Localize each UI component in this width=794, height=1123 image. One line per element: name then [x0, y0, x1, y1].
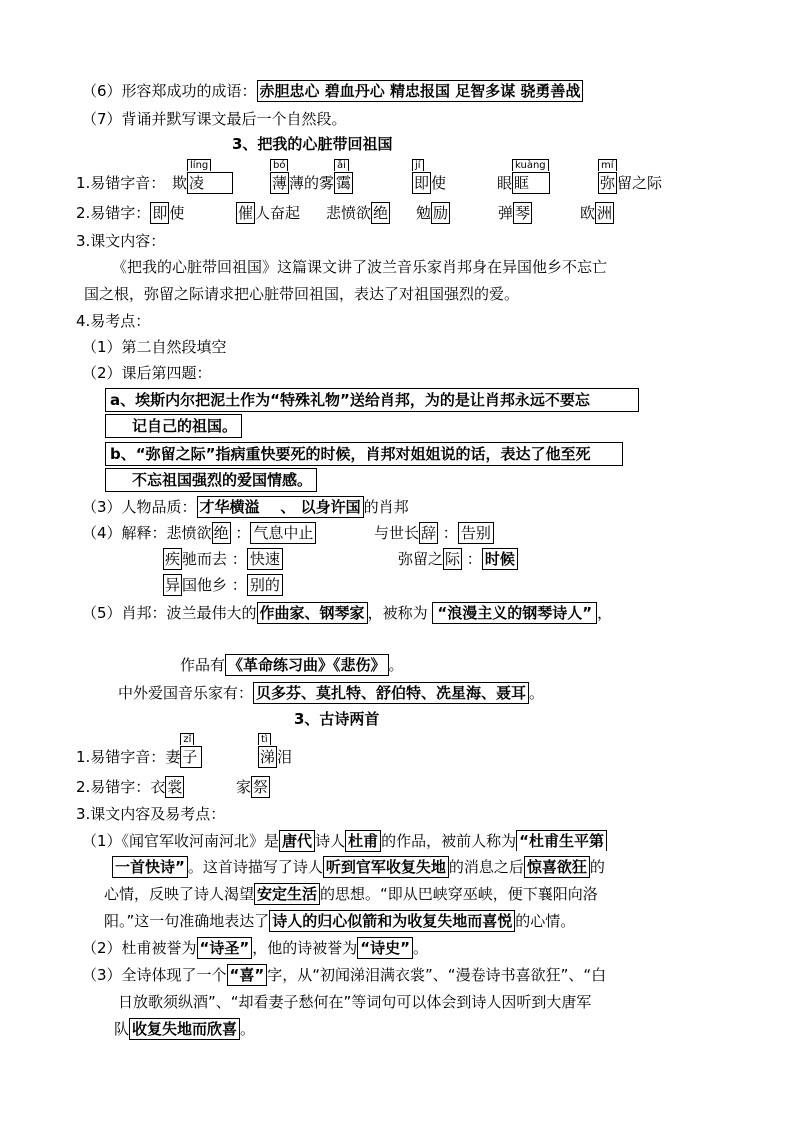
char-box: 眶: [512, 172, 550, 194]
char-label: 2.易错字：: [76, 778, 151, 796]
char-post: 使: [169, 204, 185, 222]
poet-answer: 杜甫: [345, 830, 381, 852]
char-label: 2.易错字：: [76, 204, 151, 222]
kp5-mid: ，被称为: [367, 604, 428, 622]
char-post: 人奋起: [255, 204, 301, 222]
pinyin-box: líng: [187, 159, 211, 171]
kp3-post: 的肖邦: [363, 498, 409, 516]
pron-row-1: [76, 172, 165, 194]
chopin-title-answer: “浪漫主义的钢琴诗人”: [432, 602, 597, 624]
poet-title-answer: “诗圣”: [197, 937, 253, 959]
exp-post: 驰而去: [182, 550, 228, 568]
pinyin-box: kuàng: [512, 159, 549, 171]
pron-pre: 妻: [165, 748, 181, 766]
answer-a-line1: a、埃斯内尔把泥土作为“特殊礼物”送给肖邦，为的是让肖邦永远不要忘: [105, 388, 639, 412]
meaning-box: 告别: [458, 522, 494, 544]
pron-post: 泪: [277, 748, 293, 766]
exp-item: 疾 驰而去 ： 快速: [163, 548, 283, 570]
poem-pron-row: [76, 734, 202, 768]
keypoint-4: （4）解释：悲愤欲 绝 ： 气息中止: [82, 522, 316, 544]
text: 的消息之后: [448, 858, 524, 876]
section-title-poems: 3、古诗两首: [294, 710, 380, 728]
answer-b-line2: 不忘祖国强烈的爱国情感。: [105, 468, 317, 492]
kp5-end: ，: [597, 604, 613, 622]
desire-answer: 安定生活: [254, 883, 320, 905]
exp-item: 异 国他乡 ： 别的: [163, 574, 283, 596]
char-pre: 欧: [580, 204, 596, 222]
char-box: 裳: [167, 778, 183, 796]
works-answer: 《革命练习曲》《悲伤》: [225, 654, 389, 676]
char-box: 疾: [165, 550, 181, 568]
meaning-box: 快速: [247, 548, 283, 570]
char-pre: 家: [236, 778, 252, 796]
text: 。: [413, 939, 429, 957]
poem-content-label: 3.课文内容及易考点：: [76, 805, 226, 823]
text: 字，从“初闻涕泪满衣裳”、“漫卷诗书喜欲狂”、“白: [267, 966, 607, 984]
char-box: 异: [165, 576, 181, 594]
char-item: [236, 202, 300, 224]
pron-post: 薄的雾: [289, 174, 335, 192]
pinyin-box: tì: [258, 733, 271, 745]
pron-item: [598, 160, 663, 194]
exp-item: 弥留之 际 ： 时候: [398, 548, 518, 570]
char-box: 洲: [597, 204, 613, 222]
rejoice-answer: 收复失地而欣喜: [129, 1018, 240, 1040]
text: （3）全诗体现了一个: [82, 966, 227, 984]
item-6-answer: 赤胆忠心 碧血丹心 精忠报国 足智多谋 骁勇善战: [257, 80, 584, 102]
char-item: [326, 202, 390, 224]
text: 。这首诗描写了诗人: [187, 858, 323, 876]
char-pre: 衣: [150, 778, 166, 796]
keypoint-5: [82, 602, 612, 624]
char-box: 薄: [272, 174, 288, 192]
poem-title-answer: “诗史”: [357, 937, 413, 959]
char-box: 弥: [600, 174, 616, 192]
musicians-label: 中外爱国音乐家有：: [118, 684, 254, 702]
poem-point-3-line3: [114, 1018, 255, 1040]
text: 队: [114, 1020, 130, 1038]
dynasty-answer: 唐代: [279, 830, 315, 852]
poem-point-2: [82, 937, 428, 959]
works-end: 。: [388, 656, 404, 674]
char-pre: 弹: [498, 204, 514, 222]
poem-point-3-line1: [82, 964, 606, 986]
praise-answer-part1: “杜甫生平第: [516, 830, 607, 851]
char-item: [236, 776, 270, 798]
char-box: 子: [180, 746, 202, 768]
musicians-end: 。: [529, 684, 545, 702]
text: 的心情。: [515, 912, 576, 930]
musicians-line: [118, 682, 544, 704]
news-answer: 听到官军收复失地: [323, 856, 449, 878]
char-box: 励: [433, 204, 449, 222]
keypoint-2: （2）课后第四题：: [82, 364, 212, 382]
char-box: 辞: [421, 524, 437, 542]
text: 心情，反映了诗人渴望: [104, 885, 255, 903]
meaning-box: 时候: [482, 548, 518, 570]
works-line: [180, 654, 404, 676]
text: 阳。”这一句准确地表达了: [104, 912, 270, 930]
pron-post: 使: [431, 174, 447, 192]
poem-point-1-line4: [104, 910, 575, 932]
text: 的作品，被前人称为: [381, 832, 517, 850]
exp-post: 国他乡: [182, 576, 228, 594]
pron-item: [258, 734, 293, 768]
answer-a-line2: 记自己的祖国。: [105, 414, 242, 438]
answer-b-line1: b、“弥留之际”指病重快要死的时候，肖邦对姐姐说的话，表达了他至死: [105, 442, 623, 466]
content-line: 国之根，弥留之际请求把心脏带回祖国，表达了对祖国强烈的爱。: [84, 285, 520, 303]
pron-post: 留之际: [617, 174, 663, 192]
poem-point-3-line2: 日放歌须纵酒”、“却看妻子愁何在”等词句可以体会到诗人因听到大唐军: [118, 993, 592, 1011]
char-item: [498, 202, 532, 224]
pinyin-box: bó: [270, 159, 288, 171]
char-box: 霭: [336, 174, 352, 192]
pinyin-box: ǎi: [334, 159, 349, 171]
meaning-box: 气息中止: [250, 522, 316, 544]
char-box: 即: [414, 174, 430, 192]
char-box: 琴: [515, 204, 531, 222]
chopin-role-answer: 作曲家、钢琴家: [257, 602, 368, 624]
char-box: 催: [238, 204, 254, 222]
works-label: 作品有: [180, 656, 226, 674]
item-6-label: （6）形容郑成功的成语：: [82, 82, 257, 100]
pron-item: [270, 160, 353, 194]
char-box: 祭: [253, 778, 269, 796]
text: （1）《闻官军收河南河北》是: [82, 832, 280, 850]
pron-item: [412, 160, 447, 194]
char-pre: 勉: [416, 204, 432, 222]
pron-item: 眼 kuàng 眶: [497, 172, 550, 194]
pron-item: 欺 líng 凌: [172, 172, 233, 194]
praise-answer-part2: 一首快诗”: [112, 856, 188, 878]
pron-label: 1.易错字音：: [76, 748, 166, 766]
content-label: 3.课文内容：: [76, 232, 166, 250]
joy-answer: “喜”: [227, 964, 268, 986]
text: ，他的诗被誉为: [252, 939, 358, 957]
poem-point-1-line1: [82, 830, 607, 852]
mood-answer: 惊喜欲狂: [524, 856, 590, 878]
item-7: （7）背诵并默写课文最后一个自然段。: [82, 110, 347, 128]
keypoint-1: （1）第二自然段填空: [82, 338, 227, 356]
item-6: [82, 80, 583, 102]
kp3-label: （3）人物品质：: [82, 498, 197, 516]
char-item: [416, 202, 450, 224]
pinyin-box: zǐ: [180, 733, 194, 745]
section-title-heart: 3、把我的心脏带回祖国: [232, 135, 393, 153]
text: （2）杜甫被誉为: [82, 939, 197, 957]
exp-pre: 与世长: [374, 524, 420, 542]
text: 的思想。“即从巴峡穿巫峡，便下襄阳向洛: [320, 885, 598, 903]
char-box: 际: [445, 550, 461, 568]
keypoint-3: [82, 496, 409, 518]
char-box: 凌: [187, 172, 233, 194]
musicians-answer: 贝多芬、莫扎特、舒伯特、冼星海、聂耳: [253, 682, 529, 704]
kp4-label: （4）解释：: [82, 524, 167, 542]
exp-item: 与世长 辞 ： 告别: [374, 522, 494, 544]
text: 诗人: [315, 832, 346, 850]
char-item: [580, 202, 614, 224]
content-line: 《把我的心脏带回祖国》这篇课文讲了波兰音乐家肖邦身在异国他乡不忘亡: [112, 258, 608, 276]
char-box: 绝: [373, 204, 389, 222]
kp5-label: （5）肖邦：波兰最伟大的: [82, 604, 257, 622]
char-row: [76, 202, 184, 224]
char-pre: 悲愤欲: [326, 204, 372, 222]
feeling-answer: 诗人的归心似箭和为收复失地而喜悦: [269, 910, 515, 932]
keypoints-label: 4.易考点：: [76, 312, 151, 330]
exp-pre: 悲愤欲: [166, 524, 212, 542]
meaning-box: 别的: [247, 574, 283, 596]
char-box: 涕: [260, 748, 276, 766]
poem-point-1-line2: [112, 856, 605, 878]
pinyin-box: mí: [598, 159, 617, 171]
poem-char-row: [76, 776, 184, 798]
pinyin-box: jí: [412, 159, 424, 171]
quality-answer: 才华横溢 、 以身许国: [197, 496, 364, 518]
pron-label: 1.易错字音：: [76, 174, 166, 192]
char-box: 绝: [213, 524, 229, 542]
poem-point-1-line3: [104, 883, 598, 905]
char-box: 即: [152, 204, 168, 222]
exp-pre: 弥留之: [398, 550, 444, 568]
text: 。: [240, 1020, 256, 1038]
text: 的: [589, 858, 605, 876]
